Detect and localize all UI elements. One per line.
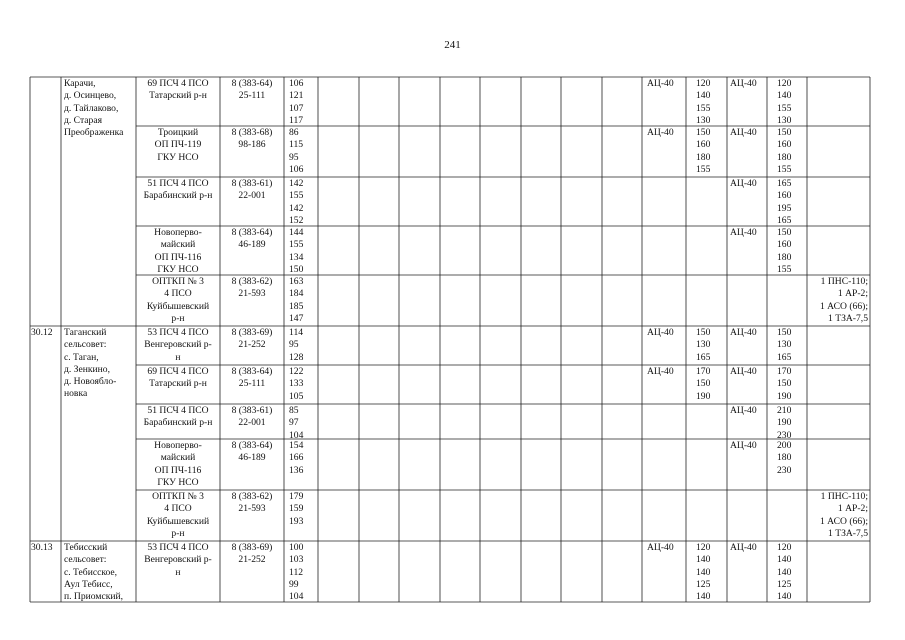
vehicle-values: 170 150 190 <box>777 366 792 402</box>
vehicle-values: 210 190 230 <box>777 405 792 441</box>
vehicle-values: 120 140 155 130 <box>777 78 792 126</box>
section-number: 30.13 <box>31 542 53 553</box>
locality-name: Тебисский сельсовет: с. Тебисское, Аул Тебисс, п. Приомский, <box>64 542 124 603</box>
extra-equipment: 1 ПНС-110; 1 АР-2; 1 АСО (66); 1 ТЗА-7,5 <box>819 491 868 539</box>
locality-name: Карачи, д. Осинцево, д. Тайлаково, д. Старая Преображенка <box>64 78 124 139</box>
arrival-times: 154 166 136 <box>289 440 304 476</box>
vehicle-values: 150 160 180 155 <box>777 227 792 275</box>
arrival-times: 142 155 142 152 <box>289 178 304 226</box>
vehicle-type: АЦ-40 <box>647 366 674 377</box>
fire-unit-name: 51 ПСЧ 4 ПСО Барабинский р-н <box>143 405 213 429</box>
extra-equipment: 1 ПНС-110; 1 АР-2; 1 АСО (66); 1 ТЗА-7,5 <box>819 276 868 324</box>
fire-unit-name: 69 ПСЧ 4 ПСО Татарский р-н <box>147 366 209 390</box>
arrival-times: 100 103 112 99 104 <box>289 542 304 603</box>
fire-unit-name: 53 ПСЧ 4 ПСО Венгеровский р- н <box>144 327 212 363</box>
arrival-times: 163 184 185 147 <box>289 276 304 324</box>
page-number: 241 <box>444 39 461 51</box>
vehicle-type: АЦ-40 <box>730 178 757 189</box>
vehicle-type: АЦ-40 <box>730 405 757 416</box>
vehicle-values: 120 140 140 125 140 <box>696 542 711 603</box>
arrival-times: 122 133 105 <box>289 366 304 402</box>
vehicle-values: 120 140 140 125 140 <box>777 542 792 603</box>
unit-phone: 8 (383-61) 22-001 <box>231 405 273 429</box>
vehicle-type: АЦ-40 <box>730 327 757 338</box>
arrival-times: 106 121 107 117 <box>289 78 304 126</box>
unit-phone: 8 (383-64) 46-189 <box>231 440 273 464</box>
arrival-times: 144 155 134 150 <box>289 227 304 275</box>
vehicle-type: АЦ-40 <box>730 227 757 238</box>
unit-phone: 8 (383-64) 25-111 <box>231 366 273 390</box>
unit-phone: 8 (383-62) 21-593 <box>231 491 273 515</box>
vehicle-values: 150 160 180 155 <box>777 127 792 175</box>
fire-unit-name: Новоперво- майский ОП ПЧ-116 ГКУ НСО <box>154 227 202 275</box>
unit-phone: 8 (383-69) 21-252 <box>231 542 273 566</box>
unit-phone: 8 (383-61) 22-001 <box>231 178 273 202</box>
arrival-times: 114 95 128 <box>289 327 304 363</box>
vehicle-type: АЦ-40 <box>730 78 757 89</box>
vehicle-type: АЦ-40 <box>647 127 674 138</box>
unit-phone: 8 (383-68) 98-186 <box>231 127 273 151</box>
arrival-times: 85 97 104 <box>289 405 304 441</box>
arrival-times: 86 115 95 106 <box>289 127 304 175</box>
unit-phone: 8 (383-62) 21-593 <box>231 276 273 300</box>
vehicle-type: АЦ-40 <box>647 327 674 338</box>
unit-phone: 8 (383-69) 21-252 <box>231 327 273 351</box>
vehicle-type: АЦ-40 <box>730 127 757 138</box>
unit-phone: 8 (383-64) 46-189 <box>231 227 273 251</box>
fire-unit-name: 53 ПСЧ 4 ПСО Венгеровский р- н <box>144 542 212 578</box>
fire-unit-name: ОПТКП № 3 4 ПСО Куйбышевский р-н <box>146 491 210 539</box>
vehicle-values: 120 140 155 130 <box>696 78 711 126</box>
fire-unit-name: ОПТКП № 3 4 ПСО Куйбышевский р-н <box>146 276 210 324</box>
section-number: 30.12 <box>31 327 53 338</box>
fire-unit-name: 51 ПСЧ 4 ПСО Барабинский р-н <box>143 178 213 202</box>
vehicle-type: АЦ-40 <box>730 542 757 553</box>
locality-name: Таганский сельсовет: с. Таган, д. Зенкино, д. Новоябло- новка <box>64 327 117 400</box>
vehicle-values: 150 130 165 <box>777 327 792 363</box>
vehicle-values: 150 160 180 155 <box>696 127 711 175</box>
vehicle-type: АЦ-40 <box>647 78 674 89</box>
fire-unit-name: Троицкий ОП ПЧ-119 ГКУ НСО <box>154 127 202 163</box>
unit-phone: 8 (383-64) 25-111 <box>231 78 273 102</box>
fire-unit-name: 69 ПСЧ 4 ПСО Татарский р-н <box>147 78 209 102</box>
vehicle-values: 170 150 190 <box>696 366 711 402</box>
fire-unit-name: Новоперво- майский ОП ПЧ-116 ГКУ НСО <box>154 440 202 488</box>
arrival-times: 179 159 193 <box>289 491 304 527</box>
vehicle-values: 200 180 230 <box>777 440 792 476</box>
vehicle-values: 165 160 195 165 <box>777 178 792 226</box>
vehicle-type: АЦ-40 <box>730 440 757 451</box>
vehicle-values: 150 130 165 <box>696 327 711 363</box>
vehicle-type: АЦ-40 <box>730 366 757 377</box>
vehicle-type: АЦ-40 <box>647 542 674 553</box>
